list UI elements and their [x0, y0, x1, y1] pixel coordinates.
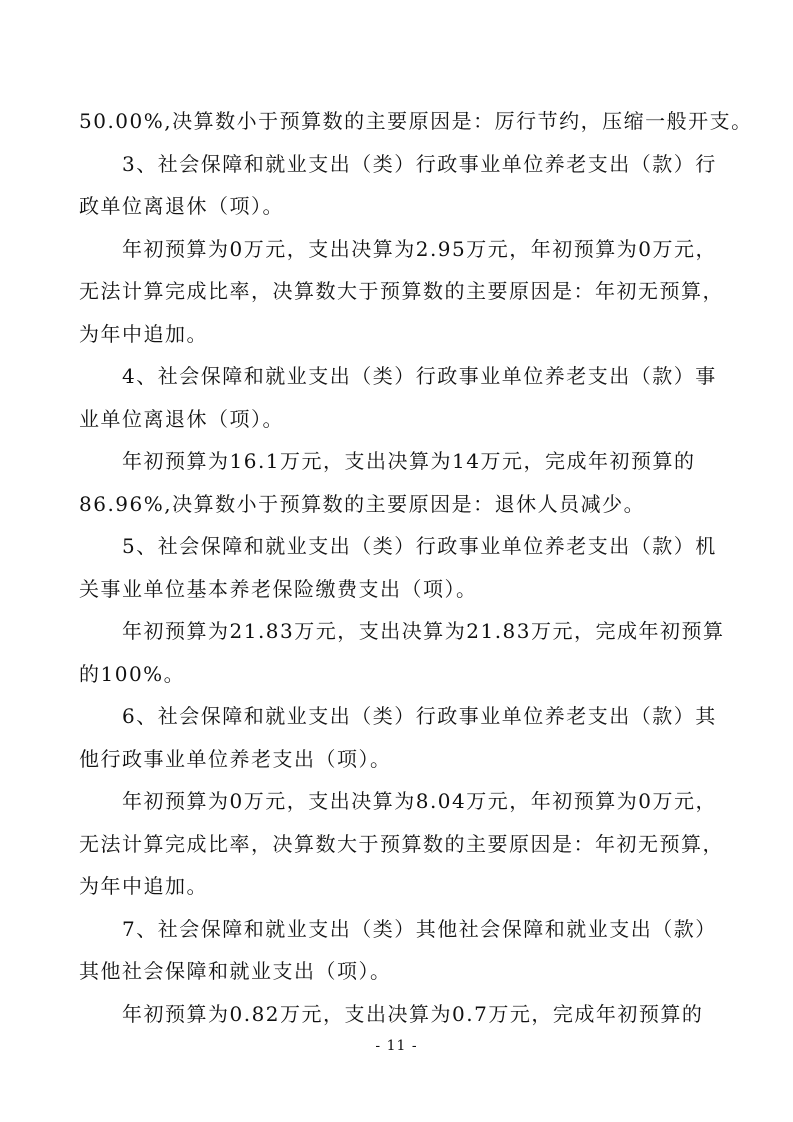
page-number: - 11 - — [375, 1038, 418, 1054]
text-line: 他行政事业单位养老支出（项）。 — [79, 746, 392, 771]
text-line: 为年中追加。 — [79, 874, 208, 898]
section-7-heading — [79, 908, 719, 993]
text-line: 年初预算为16.1万元，支出决算为14万元，完成年初预算的 — [122, 449, 696, 473]
section-5-heading — [79, 525, 719, 610]
section-7-body — [79, 993, 719, 1036]
text-line: 的100%。 — [79, 661, 186, 686]
text-line: 为年中追加。 — [79, 321, 208, 346]
text-line: 5、社会保障和就业支出（类）行政事业单位养老支出（款）机 — [122, 534, 717, 558]
section-3-heading — [79, 143, 719, 228]
text-line: 无法计算完成比率，决算数大于预算数的主要原因是：年初无预算， — [79, 279, 724, 303]
section-6-body — [79, 780, 724, 908]
section-4-body — [79, 440, 719, 525]
section-4-heading — [79, 355, 719, 440]
text-line: 年初预算为0.82万元，支出决算为0.7万元，完成年初预算的 — [122, 1001, 704, 1026]
document-body — [79, 100, 753, 1035]
section-5-body — [79, 610, 725, 695]
text-line: 关事业单位基本养老保险缴费支出（项）。 — [79, 576, 478, 601]
text-line: 3、社会保障和就业支出（类）行政事业单位养老支出（款）行 — [122, 151, 717, 176]
text-line: 政单位离退休（项）。 — [79, 194, 284, 218]
text-line: 年初预算为0万元，支出决算为8.04万元，年初预算为0万元， — [122, 789, 717, 813]
text-line: 86.96%,决算数小于预算数的主要原因是：退休人员减少。 — [79, 491, 646, 516]
section-6-heading — [79, 695, 719, 780]
text-line: 无法计算完成比率，决算数大于预算数的主要原因是：年初无预算， — [79, 831, 724, 856]
text-line: 年初预算为0万元，支出决算为2.95万元，年初预算为0万元， — [122, 236, 717, 261]
text-line: 7、社会保障和就业支出（类）其他社会保障和就业支出（款） — [122, 916, 717, 941]
text-line: 年初预算为21.83万元，支出决算为21.83万元，完成年初预算 — [122, 619, 725, 643]
paragraph-continuation — [79, 100, 753, 143]
text-line: 业单位离退休（项）。 — [79, 406, 284, 431]
text-line: 4、社会保障和就业支出（类）行政事业单位养老支出（款）事 — [122, 364, 717, 388]
text-line: 6、社会保障和就业支出（类）行政事业单位养老支出（款）其 — [122, 704, 717, 728]
text-line: 50.00%,决算数小于预算数的主要原因是：厉行节约，压缩一般开支。 — [79, 109, 753, 133]
section-3-body — [79, 228, 724, 356]
text-line: 其他社会保障和就业支出（项）。 — [79, 959, 392, 983]
